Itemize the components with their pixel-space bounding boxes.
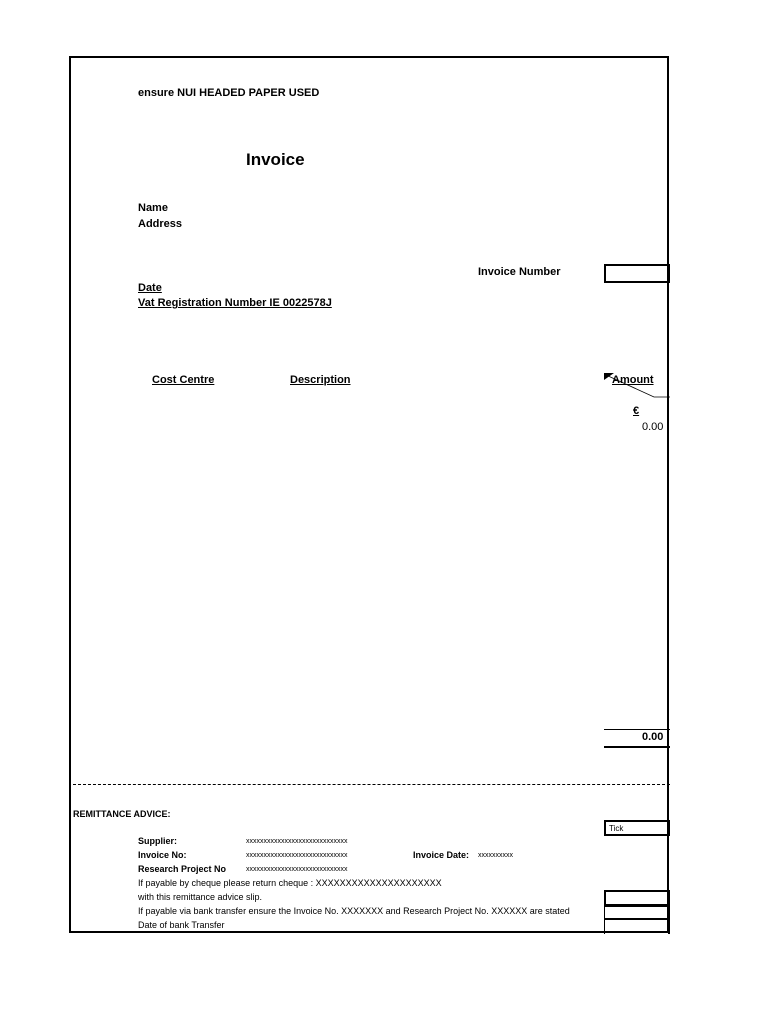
invoice-number-label: Invoice Number xyxy=(478,266,561,278)
supplier-label: Supplier: xyxy=(138,836,178,846)
description-header: Description xyxy=(290,374,351,386)
supplier-value: xxxxxxxxxxxxxxxxxxxxxxxxxxxxx xyxy=(246,838,348,845)
invoice-date-label: Invoice Date: xyxy=(413,850,470,860)
cheque-instruction: If payable by cheque please return cheque : XXXXXXXXXXXXXXXXXXXXX xyxy=(138,878,442,888)
bank-transfer-date-label: Date of bank Transfer xyxy=(138,920,225,930)
remittance-cut-line xyxy=(73,784,670,785)
tick-label: Tick xyxy=(609,824,624,833)
invoice-sheet xyxy=(69,56,669,933)
invoice-no-label: Invoice No: xyxy=(138,850,187,860)
research-project-value: xxxxxxxxxxxxxxxxxxxxxxxxxxxxx xyxy=(246,866,348,873)
currency-symbol: € xyxy=(633,405,640,417)
vat-registration-label: Vat Registration Number IE 0022578J xyxy=(138,297,332,309)
name-label: Name xyxy=(138,202,168,214)
tick-box xyxy=(604,820,670,836)
comment-indicator-icon xyxy=(604,373,672,399)
bank-transfer-instruction: If payable via bank transfer ensure the Invoice No. XXXXXXX and Research Project No. XXXXXX are stated xyxy=(138,906,570,916)
total-top-rule xyxy=(604,729,670,730)
invoice-date-value: xxxxxxxxxx xyxy=(478,852,513,859)
address-label: Address xyxy=(138,218,183,230)
slip-instruction: with this remittance advice slip. xyxy=(138,892,263,902)
total-amount-value: 0.00 xyxy=(642,731,664,743)
invoice-title: Invoice xyxy=(246,150,305,169)
cheque-tick-box xyxy=(604,890,670,906)
amount-header: Amount xyxy=(612,374,654,386)
invoice-no-value: xxxxxxxxxxxxxxxxxxxxxxxxxxxxx xyxy=(246,852,348,859)
headed-paper-notice: ensure NUI HEADED PAPER USED xyxy=(138,87,320,99)
total-bottom-rule xyxy=(604,746,670,748)
research-project-label: Research Project No xyxy=(138,864,227,874)
line-amount-value: 0.00 xyxy=(642,421,664,433)
date-label: Date xyxy=(138,282,162,294)
remittance-heading: REMITTANCE ADVICE: xyxy=(73,809,171,819)
bank-date-box xyxy=(604,920,670,934)
cost-centre-header: Cost Centre xyxy=(152,374,215,386)
bank-tick-box xyxy=(604,906,670,920)
invoice-number-box xyxy=(604,264,670,283)
